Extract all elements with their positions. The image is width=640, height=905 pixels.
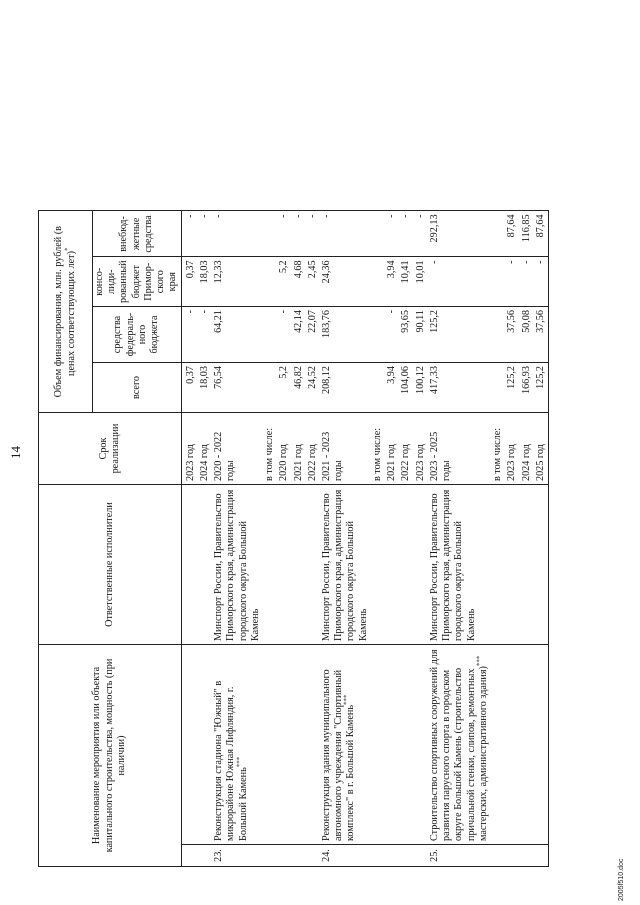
row-total: 125,2 bbox=[505, 363, 519, 413]
row-name bbox=[414, 645, 428, 845]
row-total: 208,12 bbox=[320, 363, 371, 413]
table-row bbox=[428, 211, 491, 867]
row-regional: 5,2 bbox=[277, 257, 291, 307]
row-period: в том числе: bbox=[371, 413, 385, 485]
row-offbudget: 116,85 bbox=[520, 211, 534, 257]
row-executors bbox=[292, 485, 306, 645]
table-row bbox=[263, 211, 277, 867]
row-period: 2024 год bbox=[198, 413, 212, 485]
row-total: 417,33 bbox=[428, 363, 491, 413]
table-header bbox=[39, 211, 182, 867]
row-federal bbox=[371, 307, 385, 363]
table-row bbox=[385, 211, 399, 867]
table-row bbox=[505, 211, 519, 867]
row-executors bbox=[371, 485, 385, 645]
row-regional: - bbox=[428, 257, 491, 307]
row-regional bbox=[263, 257, 277, 307]
header-federal: средства федераль- ного бюджета bbox=[93, 307, 182, 363]
row-federal bbox=[491, 307, 505, 363]
row-offbudget: - bbox=[277, 211, 291, 257]
row-index bbox=[385, 845, 399, 867]
row-executors bbox=[534, 485, 549, 645]
row-federal: 183,76 bbox=[320, 307, 371, 363]
row-index bbox=[505, 845, 519, 867]
row-executors bbox=[505, 485, 519, 645]
row-offbudget bbox=[491, 211, 505, 257]
row-name bbox=[505, 645, 519, 845]
row-index bbox=[371, 845, 385, 867]
row-name bbox=[520, 645, 534, 845]
row-offbudget bbox=[263, 211, 277, 257]
row-total: 100,12 bbox=[414, 363, 428, 413]
row-period: 2021 - 2023 годы bbox=[320, 413, 371, 485]
row-period: 2022 год bbox=[399, 413, 413, 485]
row-offbudget: - bbox=[320, 211, 371, 257]
row-executors bbox=[306, 485, 320, 645]
row-period: 2020 год bbox=[277, 413, 291, 485]
row-period: 2023 год bbox=[505, 413, 519, 485]
row-regional: 3,94 bbox=[385, 257, 399, 307]
row-offbudget: 87,64 bbox=[505, 211, 519, 257]
row-federal: 37,56 bbox=[505, 307, 519, 363]
row-regional: - bbox=[505, 257, 519, 307]
header-name: Наименование мероприятия или объекта капитального строительства, мощность (при наличии) bbox=[39, 645, 182, 867]
header-offbudget: внебюд- жетные средства bbox=[93, 211, 182, 257]
row-period: 2021 год bbox=[292, 413, 306, 485]
header-total: всего bbox=[93, 363, 182, 413]
row-name: Реконструкция здания муниципального автономного учреждения "Спортивный комплекс" в г. Большой Камень*** bbox=[320, 645, 371, 845]
row-executors bbox=[263, 485, 277, 645]
row-federal: 90,11 bbox=[414, 307, 428, 363]
row-offbudget: 87,64 bbox=[534, 211, 549, 257]
row-executors: Минспорт России, Правительство Приморского края, администрация городского округа Большой Камень bbox=[320, 485, 371, 645]
row-index bbox=[292, 845, 306, 867]
row-federal: 37,56 bbox=[534, 307, 549, 363]
row-index bbox=[414, 845, 428, 867]
table-row bbox=[212, 211, 263, 867]
row-index bbox=[491, 845, 505, 867]
row-regional: 10,01 bbox=[414, 257, 428, 307]
row-index bbox=[534, 845, 549, 867]
row-regional: 0,37 bbox=[181, 257, 198, 307]
row-total bbox=[263, 363, 277, 413]
row-offbudget: - bbox=[399, 211, 413, 257]
row-total: 3,94 bbox=[385, 363, 399, 413]
table-row bbox=[181, 211, 198, 867]
row-total: 24,52 bbox=[306, 363, 320, 413]
row-name bbox=[292, 645, 306, 845]
row-offbudget: - bbox=[292, 211, 306, 257]
table-row bbox=[306, 211, 320, 867]
row-period: 2022 год bbox=[306, 413, 320, 485]
table-row bbox=[292, 211, 306, 867]
row-executors bbox=[385, 485, 399, 645]
row-federal: 125,2 bbox=[428, 307, 491, 363]
row-period: в том числе: bbox=[263, 413, 277, 485]
row-period: 2023 год bbox=[181, 413, 198, 485]
row-federal: 93,65 bbox=[399, 307, 413, 363]
row-regional: 18,03 bbox=[198, 257, 212, 307]
header-regional: консо- лиди- рованный бюджет Примор- ского края bbox=[93, 257, 182, 307]
table-row bbox=[371, 211, 385, 867]
row-regional: 2,45 bbox=[306, 257, 320, 307]
row-index bbox=[399, 845, 413, 867]
row-name bbox=[399, 645, 413, 845]
table-row bbox=[320, 211, 371, 867]
row-executors bbox=[399, 485, 413, 645]
row-offbudget: - bbox=[414, 211, 428, 257]
row-index bbox=[198, 845, 212, 867]
row-executors bbox=[491, 485, 505, 645]
row-total: 166,93 bbox=[520, 363, 534, 413]
table-row bbox=[491, 211, 505, 867]
row-index bbox=[263, 845, 277, 867]
financing-table bbox=[38, 210, 549, 867]
table-row bbox=[534, 211, 549, 867]
row-regional bbox=[491, 257, 505, 307]
row-executors bbox=[277, 485, 291, 645]
row-name bbox=[263, 645, 277, 845]
row-name bbox=[306, 645, 320, 845]
row-federal: - bbox=[385, 307, 399, 363]
row-executors bbox=[414, 485, 428, 645]
table-row bbox=[520, 211, 534, 867]
row-index: 24. bbox=[320, 845, 371, 867]
table-row bbox=[277, 211, 291, 867]
row-offbudget: - bbox=[306, 211, 320, 257]
row-name: Реконструкция стадиона "Южный" в микрорайоне Южная Лифляндия, г. Большой Камень*** bbox=[212, 645, 263, 845]
row-index: 25. bbox=[428, 845, 491, 867]
row-total: 46,82 bbox=[292, 363, 306, 413]
row-period: 2023 - 2025 годы bbox=[428, 413, 491, 485]
table-row bbox=[399, 211, 413, 867]
row-regional: - bbox=[534, 257, 549, 307]
row-name bbox=[371, 645, 385, 845]
row-period: 2025 год bbox=[534, 413, 549, 485]
row-offbudget: - bbox=[181, 211, 198, 257]
row-index: 23. bbox=[212, 845, 263, 867]
row-federal: 22,07 bbox=[306, 307, 320, 363]
row-regional: 4,68 bbox=[292, 257, 306, 307]
row-name bbox=[277, 645, 291, 845]
row-name bbox=[198, 645, 212, 845]
row-executors bbox=[181, 485, 198, 645]
table-row bbox=[198, 211, 212, 867]
header-executors: Ответственные исполнители bbox=[39, 485, 182, 645]
row-regional bbox=[371, 257, 385, 307]
row-index bbox=[520, 845, 534, 867]
row-offbudget: - bbox=[198, 211, 212, 257]
row-period: 2020 - 2022 годы bbox=[212, 413, 263, 485]
row-total: 125,2 bbox=[534, 363, 549, 413]
row-name bbox=[534, 645, 549, 845]
row-index bbox=[306, 845, 320, 867]
row-period: 2023 год bbox=[414, 413, 428, 485]
row-total: 5,2 bbox=[277, 363, 291, 413]
row-federal: - bbox=[181, 307, 198, 363]
row-total: 104,06 bbox=[399, 363, 413, 413]
row-total: 18,03 bbox=[198, 363, 212, 413]
row-period: 2021 год bbox=[385, 413, 399, 485]
row-index bbox=[277, 845, 291, 867]
row-federal bbox=[263, 307, 277, 363]
header-financing: Объем финансирования, млн. рублей (в ценах соответствующих лет)* bbox=[39, 211, 93, 413]
row-federal: 64,21 bbox=[212, 307, 263, 363]
footer-filename: 2005f510.doc bbox=[618, 858, 625, 901]
row-total bbox=[371, 363, 385, 413]
row-regional: 12,33 bbox=[212, 257, 263, 307]
row-name bbox=[385, 645, 399, 845]
row-federal: 42,14 bbox=[292, 307, 306, 363]
row-executors: Минспорт России, Правительство Приморского края, администрация городского округа Большой Камень bbox=[212, 485, 263, 645]
row-name bbox=[491, 645, 505, 845]
row-federal: 50,08 bbox=[520, 307, 534, 363]
table-body bbox=[181, 211, 548, 867]
header-period: Срок реализации bbox=[39, 413, 182, 485]
row-federal: - bbox=[198, 307, 212, 363]
row-name: Строительство спортивных сооружений для развития парусного спорта в городском округе Большой Камень (строительство причальной стенки, слипов, ремонтных мастерских, административного здания)*** bbox=[428, 645, 491, 845]
row-total: 0,37 bbox=[181, 363, 198, 413]
row-executors: Минспорт России, Правительство Приморского края, администрация городского округа Большой Камень bbox=[428, 485, 491, 645]
row-executors bbox=[520, 485, 534, 645]
row-offbudget bbox=[371, 211, 385, 257]
page-number: 14 bbox=[8, 446, 23, 459]
row-offbudget: - bbox=[212, 211, 263, 257]
row-name bbox=[181, 645, 198, 845]
row-offbudget: 292,13 bbox=[428, 211, 491, 257]
row-period: в том числе: bbox=[491, 413, 505, 485]
row-offbudget: - bbox=[385, 211, 399, 257]
row-executors bbox=[198, 485, 212, 645]
row-regional: 10,41 bbox=[399, 257, 413, 307]
row-total: 76,54 bbox=[212, 363, 263, 413]
table-row bbox=[414, 211, 428, 867]
row-regional: 24,36 bbox=[320, 257, 371, 307]
row-index bbox=[181, 845, 198, 867]
row-period: 2024 год bbox=[520, 413, 534, 485]
row-federal: - bbox=[277, 307, 291, 363]
row-total bbox=[491, 363, 505, 413]
row-regional: - bbox=[520, 257, 534, 307]
